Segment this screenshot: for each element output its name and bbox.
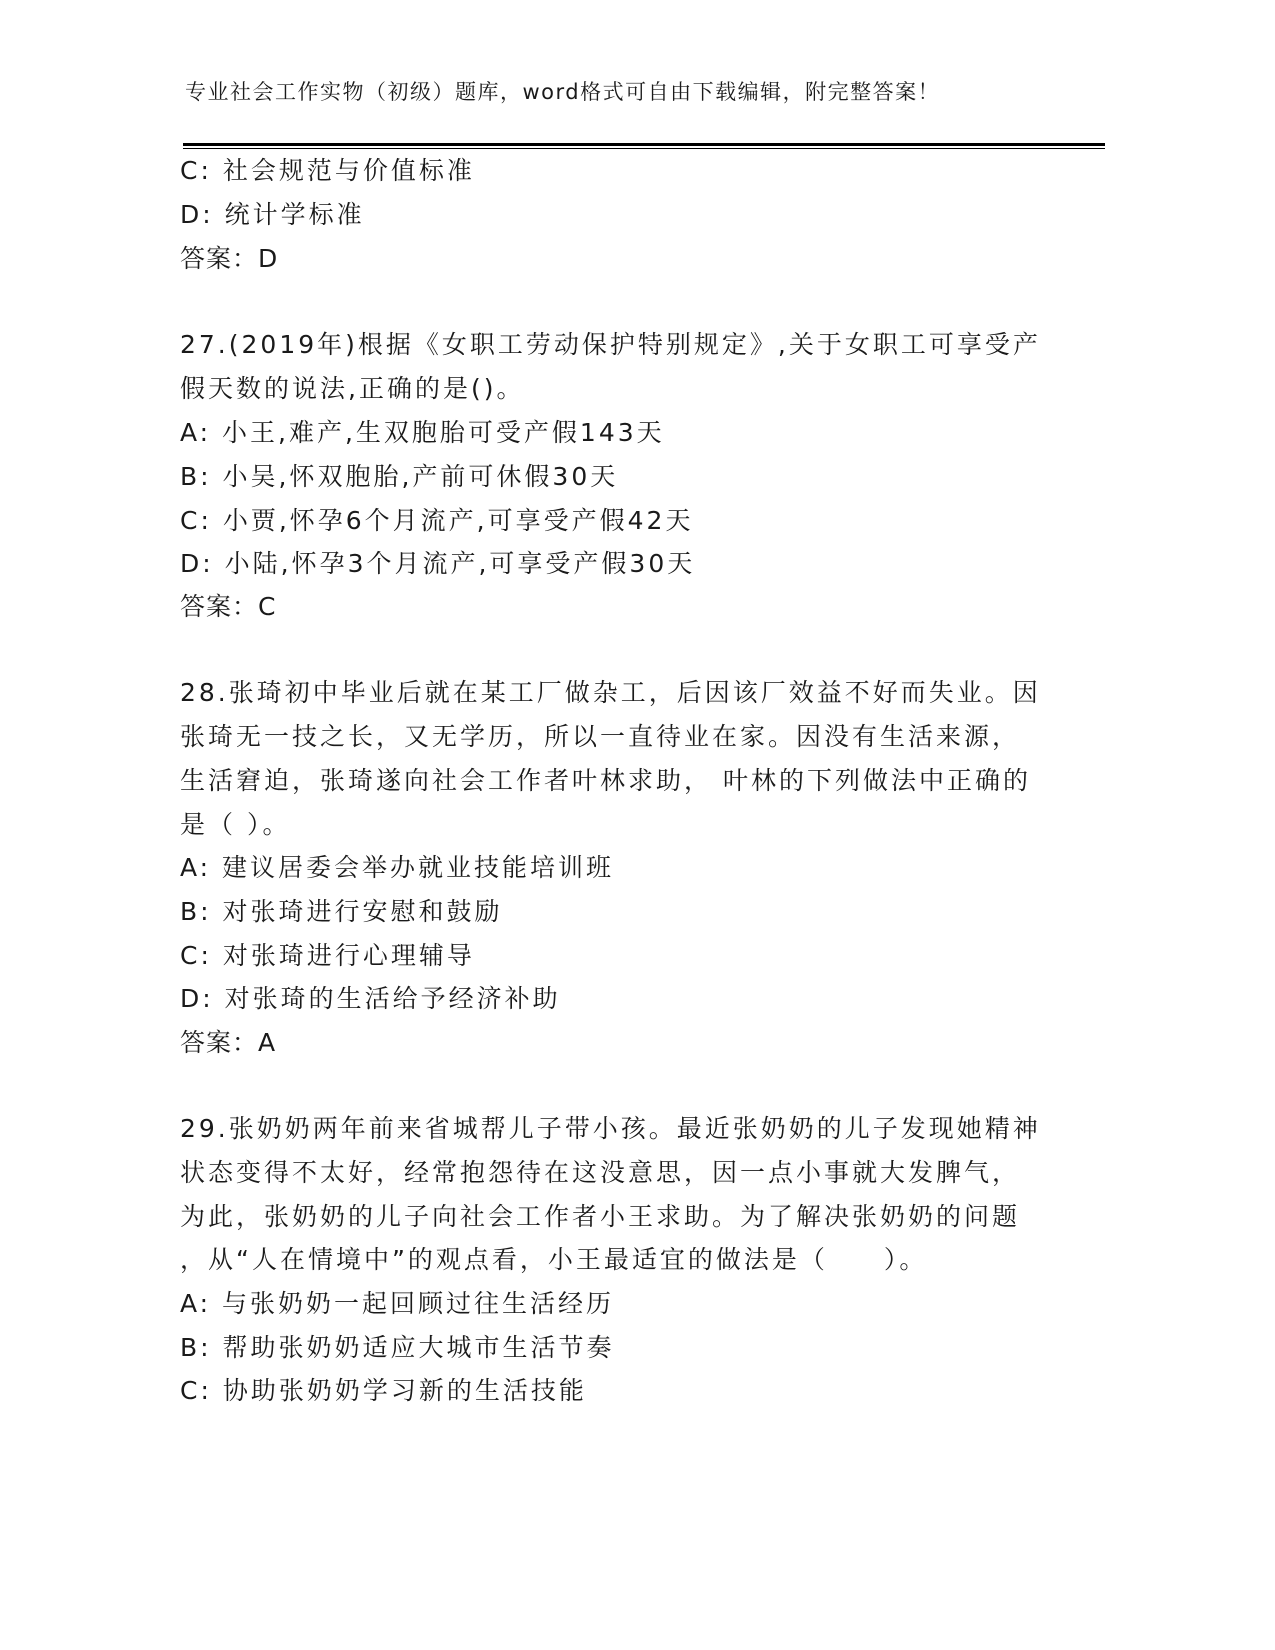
option-d: D: 统计学标准 (180, 200, 365, 229)
question-28-line-2: 张琦无一技之长，又无学历，所以一直待业在家。因没有生活来源， (180, 722, 1021, 751)
question-29-line-1: 29.张奶奶两年前来省城帮儿子带小孩。最近张奶奶的儿子发现她精神 (180, 1114, 1041, 1143)
question-28-line-3: 生活窘迫，张琦遂向社会工作者叶林求助， 叶林的下列做法中正确的 (180, 766, 1031, 795)
header-rule-thin (183, 148, 1105, 149)
option-c: C: 社会规范与价值标准 (180, 156, 475, 185)
option-b: B: 小吴,怀双胞胎,产前可休假30天 (180, 462, 619, 491)
header-rule (183, 143, 1105, 146)
option-d: D: 对张琦的生活给予经济补助 (180, 984, 561, 1013)
question-27-line-1: 27.(2019年)根据《女职工劳动保护特别规定》,关于女职工可享受产 (180, 330, 1041, 359)
option-b: B: 帮助张奶奶适应大城市生活节奏 (180, 1333, 615, 1362)
option-c: C: 小贾,怀孕6个月流产,可享受产假42天 (180, 506, 694, 535)
question-29-line-4: ，从“人在情境中”的观点看，小王最适宜的做法是（ ）。 (180, 1245, 928, 1274)
option-d: D: 小陆,怀孕3个月流产,可享受产假30天 (180, 549, 696, 578)
answer-line: 答案：D (180, 244, 279, 273)
page-header: 专业社会工作实物（初级）题库，word格式可自由下载编辑，附完整答案！ (185, 80, 941, 104)
option-a: A: 与张奶奶一起回顾过往生活经历 (180, 1289, 615, 1318)
option-a: A: 小王,难产,生双胞胎可受产假143天 (180, 418, 665, 447)
option-b: B: 对张琦进行安慰和鼓励 (180, 897, 503, 926)
answer-line: 答案：A (180, 1028, 277, 1057)
option-a: A: 建议居委会举办就业技能培训班 (180, 853, 615, 882)
question-28-line-4: 是（ ）。 (180, 810, 291, 839)
question-29-line-3: 为此，张奶奶的儿子向社会工作者小王求助。为了解决张奶奶的问题 (180, 1202, 1021, 1231)
question-27-line-2: 假天数的说法,正确的是()。 (180, 374, 525, 403)
option-c: C: 协助张奶奶学习新的生活技能 (180, 1376, 587, 1405)
option-c: C: 对张琦进行心理辅导 (180, 941, 475, 970)
question-28-line-1: 28.张琦初中毕业后就在某工厂做杂工，后因该厂效益不好而失业。因 (180, 678, 1041, 707)
answer-line: 答案：C (180, 592, 277, 621)
question-29-line-2: 状态变得不太好，经常抱怨待在这没意思，因一点小事就大发脾气， (180, 1158, 1021, 1187)
